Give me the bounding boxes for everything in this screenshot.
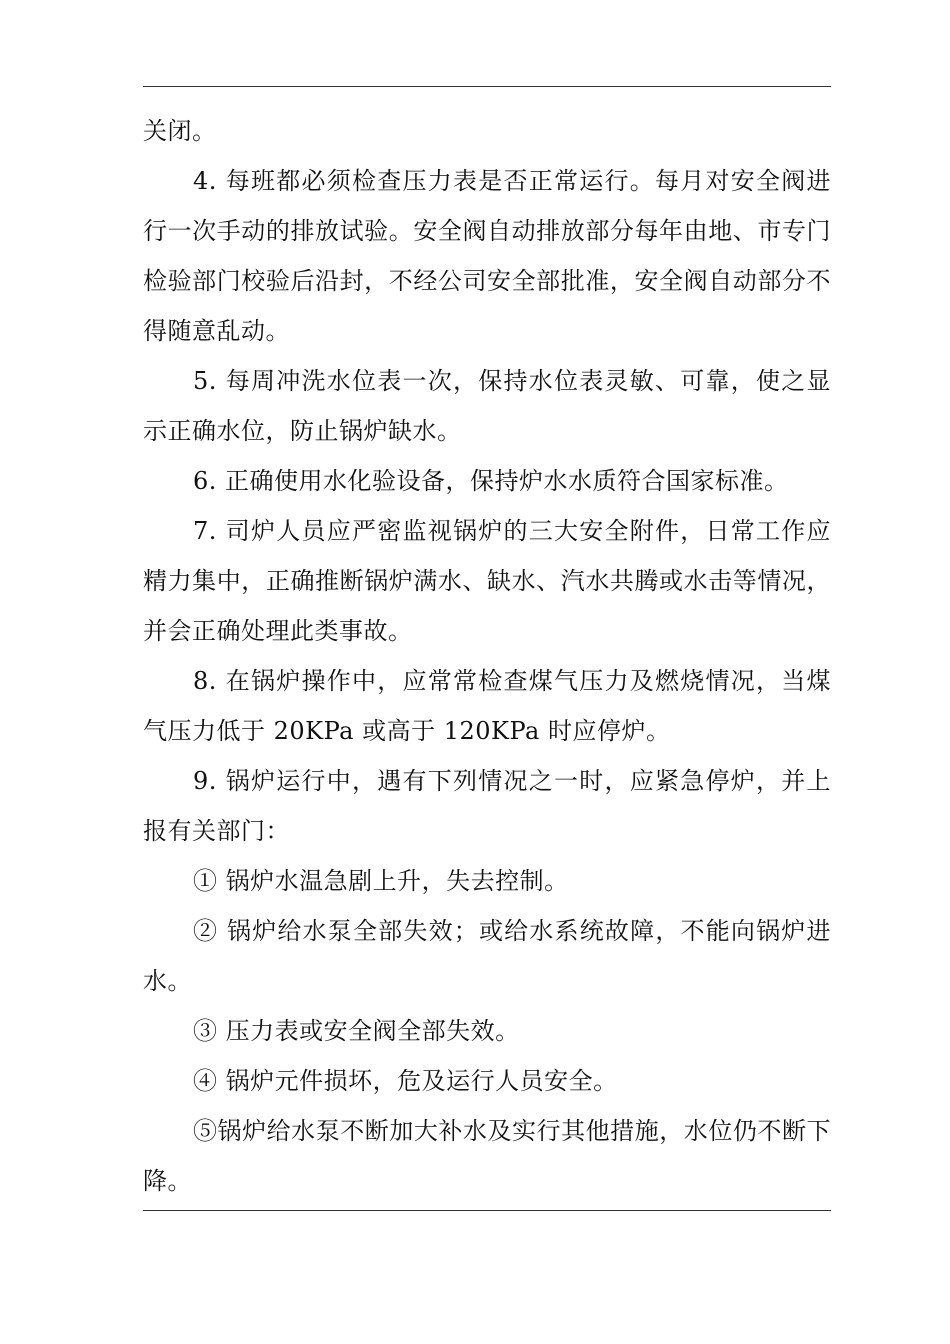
sub-item-1: ① 锅炉水温急剧上升，失去控制。 bbox=[193, 867, 569, 895]
sub-item-4: ④ 锅炉元件损坏，危及运行人员安全。 bbox=[193, 1067, 618, 1095]
sub-item-3: ③ 压力表或安全阀全部失效。 bbox=[193, 1017, 520, 1045]
footer-rule bbox=[143, 1210, 831, 1211]
sub-item-2: ② 锅炉给水泵全部失效；或给水系统故障，不能向锅炉进水。 bbox=[143, 917, 831, 995]
document-body bbox=[143, 106, 831, 1206]
paragraph-item-6: 6. 正确使用水化验设备，保持炉水水质符合国家标准。 bbox=[193, 467, 789, 495]
sub-item-5: ⑤锅炉给水泵不断加大补水及实行其他措施，水位仍不断下降。 bbox=[143, 1117, 831, 1195]
paragraph-item-9: 9. 锅炉运行中，遇有下列情况之一时，应紧急停炉，并上报有关部门： bbox=[143, 767, 831, 845]
header-rule bbox=[143, 86, 831, 87]
paragraph-item-4: 4. 每班都必须检查压力表是否正常运行。每月对安全阀进行一次手动的排放试验。安全阀自动排放部分每年由地、市专门检验部门校验后沿封，不经公司安全部批准，安全阀自动部分不得随意乱动。 bbox=[143, 167, 831, 345]
paragraph-item-8: 8. 在锅炉操作中，应常常检查煤气压力及燃烧情况，当煤气压力低于 20KPa 或高于 120KPa 时应停炉。 bbox=[143, 667, 831, 745]
paragraph-item-5: 5. 每周冲洗水位表一次，保持水位表灵敏、可靠，使之显示正确水位，防止锅炉缺水。 bbox=[143, 367, 831, 445]
paragraph-continuation: 关闭。 bbox=[143, 117, 217, 145]
paragraph-item-7: 7. 司炉人员应严密监视锅炉的三大安全附件，日常工作应精力集中，正确推断锅炉满水、缺水、汽水共腾或水击等情况，并会正确处理此类事故。 bbox=[143, 517, 831, 645]
